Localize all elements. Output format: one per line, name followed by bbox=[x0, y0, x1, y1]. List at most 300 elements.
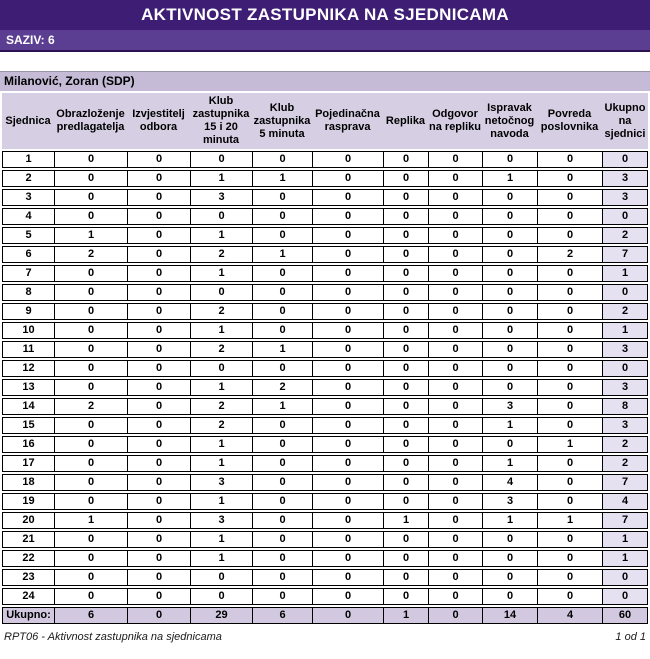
count-cell: 0 bbox=[428, 227, 482, 244]
total-count-cell: 29 bbox=[190, 607, 252, 624]
count-cell: 1 bbox=[190, 550, 252, 567]
count-cell: 0 bbox=[127, 189, 190, 206]
count-cell: 0 bbox=[383, 588, 428, 605]
count-cell: 0 bbox=[252, 436, 312, 453]
count-cell: 0 bbox=[428, 246, 482, 263]
count-cell: 0 bbox=[312, 588, 383, 605]
session-number-cell: 12 bbox=[2, 360, 54, 377]
row-total-cell: 0 bbox=[602, 588, 648, 605]
count-cell: 0 bbox=[127, 474, 190, 491]
count-cell: 0 bbox=[127, 455, 190, 472]
row-total-cell: 7 bbox=[602, 474, 648, 491]
count-cell: 0 bbox=[127, 398, 190, 415]
count-cell: 0 bbox=[252, 588, 312, 605]
count-cell: 0 bbox=[54, 493, 127, 510]
session-number-cell: 9 bbox=[2, 303, 54, 320]
count-cell: 0 bbox=[252, 189, 312, 206]
count-cell: 0 bbox=[54, 208, 127, 225]
session-number-cell: 11 bbox=[2, 341, 54, 358]
count-cell: 0 bbox=[482, 227, 537, 244]
saziv-label: SAZIV: 6 bbox=[6, 33, 55, 47]
count-cell: 0 bbox=[537, 569, 602, 586]
count-cell: 0 bbox=[54, 360, 127, 377]
count-cell: 0 bbox=[252, 208, 312, 225]
count-cell: 2 bbox=[190, 417, 252, 434]
count-cell: 0 bbox=[482, 550, 537, 567]
session-number-cell: 22 bbox=[2, 550, 54, 567]
count-cell: 0 bbox=[428, 189, 482, 206]
count-cell: 0 bbox=[482, 151, 537, 168]
column-header-izvjestitelj-odbora: Izvjestitelj odbora bbox=[127, 93, 190, 149]
count-cell: 0 bbox=[127, 151, 190, 168]
count-cell: 0 bbox=[482, 265, 537, 282]
count-cell: 1 bbox=[482, 170, 537, 187]
count-cell: 0 bbox=[537, 303, 602, 320]
count-cell: 0 bbox=[383, 341, 428, 358]
count-cell: 0 bbox=[537, 189, 602, 206]
count-cell: 0 bbox=[312, 455, 383, 472]
session-number-cell: 20 bbox=[2, 512, 54, 529]
count-cell: 1 bbox=[252, 246, 312, 263]
count-cell: 0 bbox=[482, 189, 537, 206]
count-cell: 0 bbox=[127, 512, 190, 529]
count-cell: 0 bbox=[312, 151, 383, 168]
session-number-cell: 21 bbox=[2, 531, 54, 548]
count-cell: 0 bbox=[482, 246, 537, 263]
count-cell: 0 bbox=[482, 303, 537, 320]
column-header-ispravak-netocnog-navoda: Ispravak netočnog navoda bbox=[482, 93, 537, 149]
header-row bbox=[2, 93, 648, 149]
count-cell: 0 bbox=[482, 379, 537, 396]
count-cell: 0 bbox=[428, 303, 482, 320]
table-row bbox=[2, 341, 648, 358]
count-cell: 2 bbox=[190, 246, 252, 263]
count-cell: 0 bbox=[312, 170, 383, 187]
count-cell: 1 bbox=[252, 341, 312, 358]
session-number-cell: 5 bbox=[2, 227, 54, 244]
table-row bbox=[2, 360, 648, 377]
count-cell: 1 bbox=[54, 512, 127, 529]
count-cell: 0 bbox=[482, 284, 537, 301]
row-total-cell: 2 bbox=[602, 436, 648, 453]
count-cell: 0 bbox=[312, 227, 383, 244]
count-cell: 0 bbox=[127, 284, 190, 301]
count-cell: 0 bbox=[428, 436, 482, 453]
count-cell: 0 bbox=[312, 550, 383, 567]
count-cell: 1 bbox=[190, 265, 252, 282]
count-cell: 0 bbox=[127, 265, 190, 282]
count-cell: 1 bbox=[190, 455, 252, 472]
count-cell: 0 bbox=[312, 303, 383, 320]
count-cell: 0 bbox=[127, 493, 190, 510]
count-cell: 0 bbox=[127, 360, 190, 377]
count-cell: 0 bbox=[312, 360, 383, 377]
count-cell: 0 bbox=[428, 512, 482, 529]
count-cell: 2 bbox=[252, 379, 312, 396]
session-number-cell: 18 bbox=[2, 474, 54, 491]
count-cell: 0 bbox=[252, 569, 312, 586]
table-row bbox=[2, 588, 648, 605]
count-cell: 0 bbox=[428, 550, 482, 567]
count-cell: 1 bbox=[482, 455, 537, 472]
table-row bbox=[2, 379, 648, 396]
count-cell: 0 bbox=[252, 360, 312, 377]
table-row bbox=[2, 227, 648, 244]
count-cell: 0 bbox=[428, 284, 482, 301]
count-cell: 0 bbox=[482, 436, 537, 453]
count-cell: 0 bbox=[127, 227, 190, 244]
total-count-cell: 0 bbox=[428, 607, 482, 624]
count-cell: 2 bbox=[190, 341, 252, 358]
count-cell: 1 bbox=[252, 170, 312, 187]
count-cell: 0 bbox=[537, 417, 602, 434]
count-cell: 3 bbox=[190, 512, 252, 529]
footer-page-number: 1 od 1 bbox=[615, 631, 646, 643]
count-cell: 4 bbox=[482, 474, 537, 491]
count-cell: 0 bbox=[54, 303, 127, 320]
session-number-cell: 4 bbox=[2, 208, 54, 225]
count-cell: 1 bbox=[190, 493, 252, 510]
count-cell: 0 bbox=[54, 265, 127, 282]
total-count-cell: 4 bbox=[537, 607, 602, 624]
count-cell: 0 bbox=[537, 322, 602, 339]
count-cell: 0 bbox=[54, 322, 127, 339]
count-cell: 0 bbox=[383, 208, 428, 225]
count-cell: 0 bbox=[428, 588, 482, 605]
count-cell: 0 bbox=[537, 550, 602, 567]
session-number-cell: 17 bbox=[2, 455, 54, 472]
count-cell: 0 bbox=[312, 208, 383, 225]
count-cell: 0 bbox=[383, 360, 428, 377]
table-row bbox=[2, 322, 648, 339]
row-total-cell: 0 bbox=[602, 569, 648, 586]
count-cell: 0 bbox=[537, 360, 602, 377]
spacer bbox=[0, 52, 650, 71]
session-number-cell: 15 bbox=[2, 417, 54, 434]
count-cell: 0 bbox=[54, 284, 127, 301]
count-cell: 0 bbox=[383, 493, 428, 510]
count-cell: 0 bbox=[383, 189, 428, 206]
count-cell: 3 bbox=[190, 189, 252, 206]
count-cell: 0 bbox=[54, 569, 127, 586]
count-cell: 0 bbox=[312, 246, 383, 263]
table-row bbox=[2, 284, 648, 301]
row-total-cell: 2 bbox=[602, 303, 648, 320]
count-cell: 0 bbox=[428, 208, 482, 225]
session-number-cell: 2 bbox=[2, 170, 54, 187]
row-total-cell: 1 bbox=[602, 550, 648, 567]
count-cell: 0 bbox=[482, 531, 537, 548]
count-cell: 0 bbox=[482, 588, 537, 605]
count-cell: 0 bbox=[127, 379, 190, 396]
column-header-pojedinacna-rasprava: Pojedinačna rasprava bbox=[312, 93, 383, 149]
count-cell: 0 bbox=[312, 398, 383, 415]
row-total-cell: 3 bbox=[602, 379, 648, 396]
row-total-cell: 2 bbox=[602, 455, 648, 472]
count-cell: 0 bbox=[383, 569, 428, 586]
count-cell: 0 bbox=[54, 341, 127, 358]
report-title: AKTIVNOST ZASTUPNIKA NA SJEDNICAMA bbox=[141, 5, 509, 24]
member-name: Milanović, Zoran (SDP) bbox=[4, 74, 135, 88]
count-cell: 0 bbox=[54, 379, 127, 396]
count-cell: 0 bbox=[127, 531, 190, 548]
table-row bbox=[2, 436, 648, 453]
count-cell: 0 bbox=[127, 588, 190, 605]
table-row bbox=[2, 417, 648, 434]
table-header bbox=[2, 93, 648, 149]
count-cell: 0 bbox=[383, 170, 428, 187]
count-cell: 0 bbox=[428, 151, 482, 168]
count-cell: 0 bbox=[127, 246, 190, 263]
count-cell: 0 bbox=[383, 398, 428, 415]
count-cell: 0 bbox=[252, 151, 312, 168]
count-cell: 1 bbox=[190, 227, 252, 244]
row-total-cell: 1 bbox=[602, 265, 648, 282]
count-cell: 0 bbox=[127, 436, 190, 453]
count-cell: 0 bbox=[383, 436, 428, 453]
count-cell: 0 bbox=[537, 208, 602, 225]
count-cell: 1 bbox=[54, 227, 127, 244]
count-cell: 1 bbox=[383, 512, 428, 529]
count-cell: 0 bbox=[537, 531, 602, 548]
count-cell: 0 bbox=[383, 531, 428, 548]
table-row bbox=[2, 303, 648, 320]
count-cell: 0 bbox=[252, 227, 312, 244]
total-count-cell: 0 bbox=[127, 607, 190, 624]
count-cell: 0 bbox=[537, 227, 602, 244]
count-cell: 0 bbox=[383, 284, 428, 301]
count-cell: 0 bbox=[428, 474, 482, 491]
count-cell: 0 bbox=[54, 170, 127, 187]
row-total-cell: 1 bbox=[602, 322, 648, 339]
count-cell: 1 bbox=[190, 170, 252, 187]
count-cell: 0 bbox=[312, 417, 383, 434]
count-cell: 0 bbox=[383, 455, 428, 472]
session-number-cell: 8 bbox=[2, 284, 54, 301]
count-cell: 0 bbox=[127, 208, 190, 225]
activity-table bbox=[2, 91, 648, 626]
count-cell: 0 bbox=[252, 512, 312, 529]
count-cell: 0 bbox=[190, 284, 252, 301]
session-number-cell: 19 bbox=[2, 493, 54, 510]
count-cell: 1 bbox=[252, 398, 312, 415]
count-cell: 0 bbox=[537, 379, 602, 396]
column-header-odgovor-na-repliku: Odgovor na repliku bbox=[428, 93, 482, 149]
session-number-cell: 10 bbox=[2, 322, 54, 339]
count-cell: 0 bbox=[428, 265, 482, 282]
count-cell: 0 bbox=[482, 322, 537, 339]
table-row bbox=[2, 246, 648, 263]
total-count-cell: 6 bbox=[252, 607, 312, 624]
count-cell: 0 bbox=[537, 341, 602, 358]
count-cell: 0 bbox=[54, 531, 127, 548]
count-cell: 1 bbox=[537, 512, 602, 529]
count-cell: 0 bbox=[312, 189, 383, 206]
count-cell: 0 bbox=[312, 512, 383, 529]
table-row bbox=[2, 512, 648, 529]
count-cell: 0 bbox=[190, 588, 252, 605]
count-cell: 0 bbox=[54, 436, 127, 453]
row-total-cell: 2 bbox=[602, 227, 648, 244]
row-total-cell: 0 bbox=[602, 208, 648, 225]
count-cell: 0 bbox=[252, 284, 312, 301]
session-number-cell: 23 bbox=[2, 569, 54, 586]
count-cell: 0 bbox=[127, 341, 190, 358]
count-cell: 0 bbox=[252, 417, 312, 434]
total-count-cell: 0 bbox=[312, 607, 383, 624]
count-cell: 0 bbox=[127, 322, 190, 339]
count-cell: 2 bbox=[190, 398, 252, 415]
column-header-klub-zastupnika-15-20: Klub zastupnika 15 i 20 minuta bbox=[190, 93, 252, 149]
count-cell: 0 bbox=[428, 398, 482, 415]
total-count-cell: 6 bbox=[54, 607, 127, 624]
count-cell: 0 bbox=[54, 151, 127, 168]
count-cell: 0 bbox=[428, 455, 482, 472]
column-header-ukupno-na-sjednici: Ukupno na sjednici bbox=[602, 93, 648, 149]
count-cell: 0 bbox=[312, 341, 383, 358]
report-footer bbox=[0, 631, 650, 643]
count-cell: 0 bbox=[383, 474, 428, 491]
table-row bbox=[2, 189, 648, 206]
row-total-cell: 7 bbox=[602, 246, 648, 263]
row-total-cell: 1 bbox=[602, 531, 648, 548]
row-total-cell: 7 bbox=[602, 512, 648, 529]
count-cell: 0 bbox=[312, 284, 383, 301]
count-cell: 0 bbox=[190, 569, 252, 586]
total-row bbox=[2, 607, 648, 624]
count-cell: 0 bbox=[54, 417, 127, 434]
activity-table-body bbox=[2, 151, 648, 624]
count-cell: 3 bbox=[190, 474, 252, 491]
row-total-cell: 0 bbox=[602, 284, 648, 301]
count-cell: 0 bbox=[428, 531, 482, 548]
count-cell: 0 bbox=[383, 151, 428, 168]
session-number-cell: 14 bbox=[2, 398, 54, 415]
saziv-bar bbox=[0, 30, 650, 52]
row-total-cell: 3 bbox=[602, 170, 648, 187]
session-number-cell: 1 bbox=[2, 151, 54, 168]
table-row bbox=[2, 398, 648, 415]
table-row bbox=[2, 151, 648, 168]
column-header-obrazlozenje-predlagatelja: Obrazloženje predlagatelja bbox=[54, 93, 127, 149]
count-cell: 2 bbox=[54, 398, 127, 415]
count-cell: 0 bbox=[54, 455, 127, 472]
count-cell: 0 bbox=[252, 265, 312, 282]
count-cell: 0 bbox=[537, 265, 602, 282]
count-cell: 0 bbox=[54, 189, 127, 206]
grand-total-cell: 60 bbox=[602, 607, 648, 624]
count-cell: 1 bbox=[190, 436, 252, 453]
row-total-cell: 0 bbox=[602, 360, 648, 377]
count-cell: 0 bbox=[127, 170, 190, 187]
count-cell: 2 bbox=[537, 246, 602, 263]
count-cell: 0 bbox=[428, 379, 482, 396]
session-number-cell: 6 bbox=[2, 246, 54, 263]
table-row bbox=[2, 474, 648, 491]
count-cell: 0 bbox=[383, 303, 428, 320]
count-cell: 0 bbox=[252, 303, 312, 320]
count-cell: 0 bbox=[537, 455, 602, 472]
count-cell: 0 bbox=[482, 360, 537, 377]
table-row bbox=[2, 455, 648, 472]
table-row bbox=[2, 265, 648, 282]
count-cell: 0 bbox=[383, 417, 428, 434]
total-count-cell: 1 bbox=[383, 607, 428, 624]
count-cell: 1 bbox=[482, 417, 537, 434]
session-number-cell: 13 bbox=[2, 379, 54, 396]
count-cell: 0 bbox=[482, 341, 537, 358]
count-cell: 0 bbox=[127, 569, 190, 586]
count-cell: 0 bbox=[252, 322, 312, 339]
count-cell: 0 bbox=[383, 265, 428, 282]
column-header-povreda-poslovnika: Povreda poslovnika bbox=[537, 93, 602, 149]
count-cell: 3 bbox=[482, 493, 537, 510]
count-cell: 0 bbox=[383, 322, 428, 339]
count-cell: 0 bbox=[428, 569, 482, 586]
count-cell: 0 bbox=[428, 360, 482, 377]
count-cell: 0 bbox=[537, 398, 602, 415]
total-label-cell: Ukupno: bbox=[2, 607, 54, 624]
count-cell: 1 bbox=[482, 512, 537, 529]
count-cell: 0 bbox=[127, 417, 190, 434]
count-cell: 0 bbox=[383, 550, 428, 567]
report-title-bar bbox=[0, 0, 650, 30]
count-cell: 0 bbox=[127, 550, 190, 567]
count-cell: 0 bbox=[252, 474, 312, 491]
count-cell: 0 bbox=[312, 569, 383, 586]
table-row bbox=[2, 493, 648, 510]
count-cell: 0 bbox=[312, 379, 383, 396]
count-cell: 0 bbox=[54, 550, 127, 567]
count-cell: 0 bbox=[190, 360, 252, 377]
count-cell: 2 bbox=[190, 303, 252, 320]
count-cell: 0 bbox=[312, 265, 383, 282]
column-header-klub-zastupnika-5: Klub zastupnika 5 minuta bbox=[252, 93, 312, 149]
session-number-cell: 3 bbox=[2, 189, 54, 206]
table-row bbox=[2, 569, 648, 586]
count-cell: 0 bbox=[312, 322, 383, 339]
count-cell: 0 bbox=[383, 227, 428, 244]
session-number-cell: 24 bbox=[2, 588, 54, 605]
count-cell: 0 bbox=[54, 474, 127, 491]
count-cell: 0 bbox=[428, 170, 482, 187]
count-cell: 3 bbox=[482, 398, 537, 415]
row-total-cell: 0 bbox=[602, 151, 648, 168]
count-cell: 2 bbox=[54, 246, 127, 263]
count-cell: 0 bbox=[482, 569, 537, 586]
session-number-cell: 7 bbox=[2, 265, 54, 282]
count-cell: 0 bbox=[537, 588, 602, 605]
count-cell: 0 bbox=[482, 208, 537, 225]
column-header-sjednica: Sjednica bbox=[2, 93, 54, 149]
count-cell: 0 bbox=[252, 531, 312, 548]
total-count-cell: 14 bbox=[482, 607, 537, 624]
count-cell: 0 bbox=[312, 493, 383, 510]
count-cell: 0 bbox=[383, 379, 428, 396]
count-cell: 0 bbox=[383, 246, 428, 263]
count-cell: 0 bbox=[127, 303, 190, 320]
count-cell: 0 bbox=[312, 531, 383, 548]
count-cell: 1 bbox=[190, 379, 252, 396]
count-cell: 1 bbox=[190, 322, 252, 339]
column-header-replika: Replika bbox=[383, 93, 428, 149]
session-number-cell: 16 bbox=[2, 436, 54, 453]
table-row bbox=[2, 170, 648, 187]
row-total-cell: 3 bbox=[602, 417, 648, 434]
count-cell: 0 bbox=[252, 455, 312, 472]
count-cell: 1 bbox=[190, 531, 252, 548]
count-cell: 0 bbox=[537, 170, 602, 187]
